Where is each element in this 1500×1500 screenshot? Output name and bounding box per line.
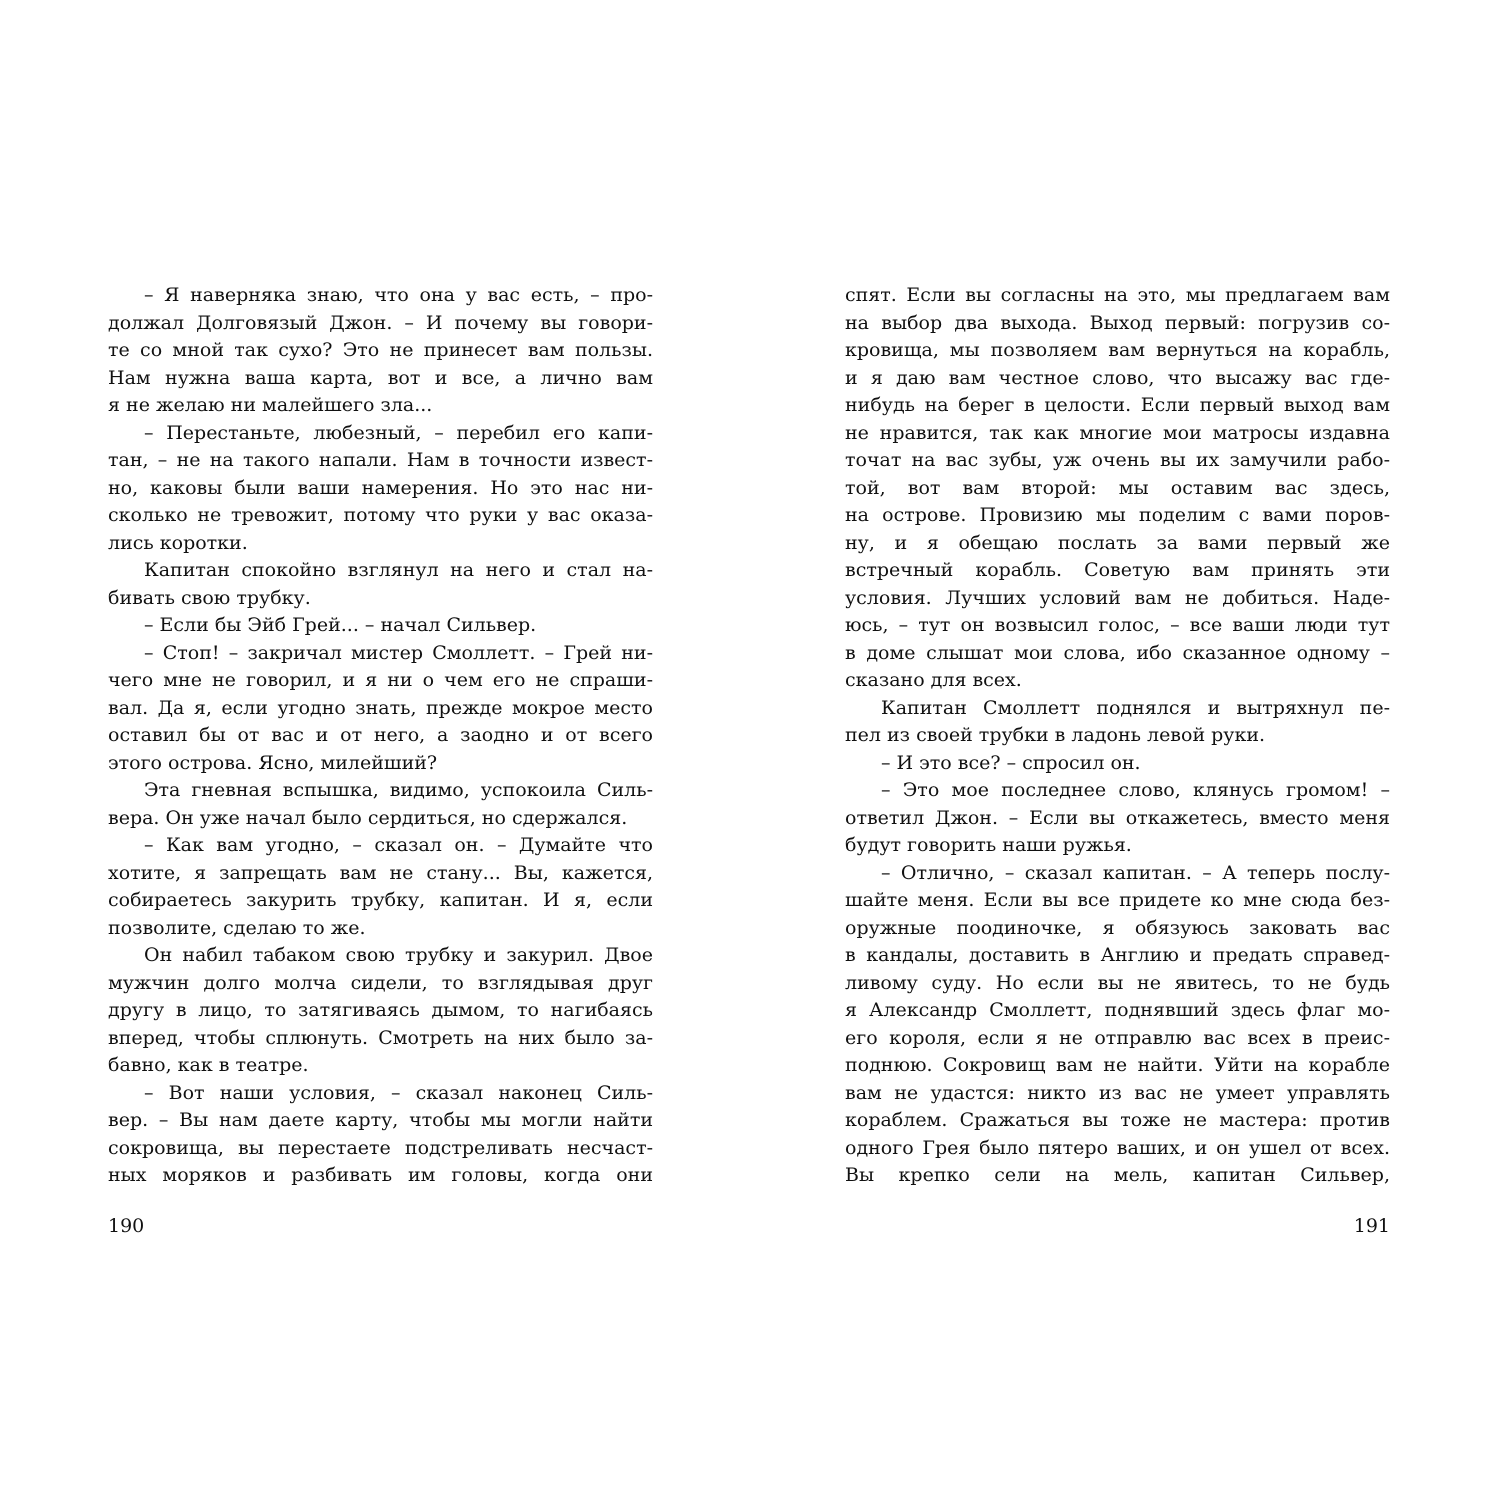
text-line: – Стоп! – закричал мистер Смоллетт. – Грей ни- <box>144 641 653 664</box>
text-line: условия. Лучших условий вам не добиться. Наде- <box>845 586 1390 609</box>
text-line: вам не удастся: никто из вас не умеет управлять <box>845 1081 1390 1104</box>
text-line: и я даю вам честное слово, что высажу вас где- <box>845 366 1390 389</box>
text-line: в доме слышат мои слова, ибо сказанное одному – <box>845 641 1390 664</box>
text-line: вал. Да я, если угодно знать, прежде мокрое место <box>108 696 653 719</box>
left-page <box>108 282 653 1190</box>
text-line: – Перестаньте, любезный, – перебил его капи- <box>144 421 653 444</box>
text-line: спят. Если вы согласны на это, мы предлагаем вам <box>845 284 1390 306</box>
text-line: будут говорить наши ружья. <box>845 834 1132 856</box>
text-line: точат на вас зубы, уж очень вы их замучили рабо- <box>845 449 1390 471</box>
text-line: ных моряков и разбивать им головы, когда они <box>108 1164 653 1186</box>
text-line: нибудь на берег в целости. Если первый выход вам <box>845 394 1390 416</box>
text-line: – Я наверняка знаю, что она у вас есть, – про- <box>144 284 653 306</box>
text-line: Вы крепко сели на мель, капитан Сильвер, <box>845 1164 1390 1186</box>
text-line: ну, и я обещаю послать за вами первый же <box>845 531 1390 554</box>
text-line: его короля, если я не отправлю вас всех в преис- <box>845 1026 1390 1049</box>
text-line: я не желаю ни малейшего зла... <box>108 394 433 416</box>
text-line: лись коротки. <box>108 531 248 554</box>
text-line: бавно, как в театре. <box>108 1054 309 1076</box>
text-line: мужчин долго молча сидели, то взглядывая друг <box>108 971 653 994</box>
text-line: те со мной так сухо? Это не принесет вам пользы. <box>108 339 653 361</box>
text-line: чего мне не говорил, и я ни о чем его не спраши- <box>108 669 653 691</box>
text-line: хотите, я запрещать вам не стану... Вы, кажется, <box>108 861 653 884</box>
text-line: но, каковы были ваши намерения. Но это нас ни- <box>108 476 653 499</box>
text-line: – Отлично, – сказал капитан. – А теперь послу- <box>881 861 1390 884</box>
text-line: шайте меня. Если вы все придете ко мне сюда без- <box>845 889 1390 911</box>
text-line: на выбор два выхода. Выход первый: погрузив со- <box>845 311 1390 334</box>
text-line: вер. – Вы нам даете карту, чтобы мы могли найти <box>108 1109 653 1131</box>
text-line: на острове. Провизию мы поделим с вами поров- <box>845 504 1390 526</box>
text-line: этого острова. Ясно, милейший? <box>108 751 438 774</box>
text-line: поднюю. Сокровищ вам не найти. Уйти на корабле <box>845 1054 1390 1076</box>
text-line: должал Долговязый Джон. – И почему вы говори- <box>108 311 653 334</box>
text-line: оставил бы от вас и от него, а заодно и от всего <box>108 724 653 746</box>
text-line: бивать свою трубку. <box>108 586 311 609</box>
text-line: позволите, сделаю то же. <box>108 916 366 939</box>
page-number-right: 191 <box>1353 1215 1390 1237</box>
text-line: другу в лицо, то затягиваясь дымом, то нагибаясь <box>108 999 653 1021</box>
text-line: сокровища, вы перестаете подстреливать несчаст- <box>108 1136 653 1159</box>
text-line: – Если бы Эйб Грей... – начал Сильвер. <box>144 614 537 636</box>
text-line: сколько не тревожит, потому что руки у вас оказа- <box>108 504 653 526</box>
text-line: я Александр Смоллетт, поднявший здесь флаг мо- <box>845 999 1390 1021</box>
text-line: в кандалы, доставить в Англию и предать справед- <box>845 944 1390 966</box>
text-line: тан, – не на такого напали. Нам в точности извест- <box>108 449 653 471</box>
text-line: – Вот наши условия, – сказал наконец Силь- <box>144 1081 653 1104</box>
text-line: Капитан спокойно взглянул на него и стал на- <box>144 559 653 581</box>
text-line: Капитан Смоллетт поднялся и вытряхнул пе- <box>881 696 1390 719</box>
text-line: – Это мое последнее слово, клянусь громом! – <box>881 779 1390 801</box>
text-line: кораблем. Сражаться вы тоже не мастера: против <box>845 1109 1390 1131</box>
text-line: Нам нужна ваша карта, вот и все, а лично вам <box>108 366 653 389</box>
text-line: пел из своей трубки в ладонь левой руки. <box>845 724 1266 746</box>
right-page <box>845 282 1390 1190</box>
page-number-left: 190 <box>108 1215 145 1237</box>
text-line: – И это все? – спросил он. <box>881 751 1141 774</box>
text-line: юсь, – тут он возвысил голос, – все ваши люди тут <box>845 614 1390 636</box>
text-line: ответил Джон. – Если вы откажетесь, вместо меня <box>845 806 1390 829</box>
text-line: сказано для всех. <box>845 669 1022 691</box>
text-line: вера. Он уже начал было сердиться, но сдержался. <box>108 806 628 829</box>
text-line: – Как вам угодно, – сказал он. – Думайте что <box>144 834 653 856</box>
text-line: той, вот вам второй: мы оставим вас здесь, <box>845 476 1390 499</box>
text-line: вперед, чтобы сплюнуть. Смотреть на них было за- <box>108 1026 653 1049</box>
text-line: одного Грея было пятеро ваших, и он ушел от всех. <box>845 1136 1390 1159</box>
text-line: собираетесь закурить трубку, капитан. И я, если <box>108 889 653 911</box>
text-line: Эта гневная вспышка, видимо, успокоила Силь- <box>144 779 653 801</box>
text-line: кровища, мы позволяем вам вернуться на корабль, <box>845 339 1390 361</box>
text-line: Он набил табаком свою трубку и закурил. Двое <box>144 944 653 966</box>
text-line: не нравится, так как многие мои матросы издавна <box>845 421 1390 444</box>
text-line: встречный корабль. Советую вам принять эти <box>845 559 1390 581</box>
text-line: оружные поодиночке, я обязуюсь заковать вас <box>845 916 1390 939</box>
text-line: ливому суду. Но если вы не явитесь, то не будь <box>845 971 1390 994</box>
